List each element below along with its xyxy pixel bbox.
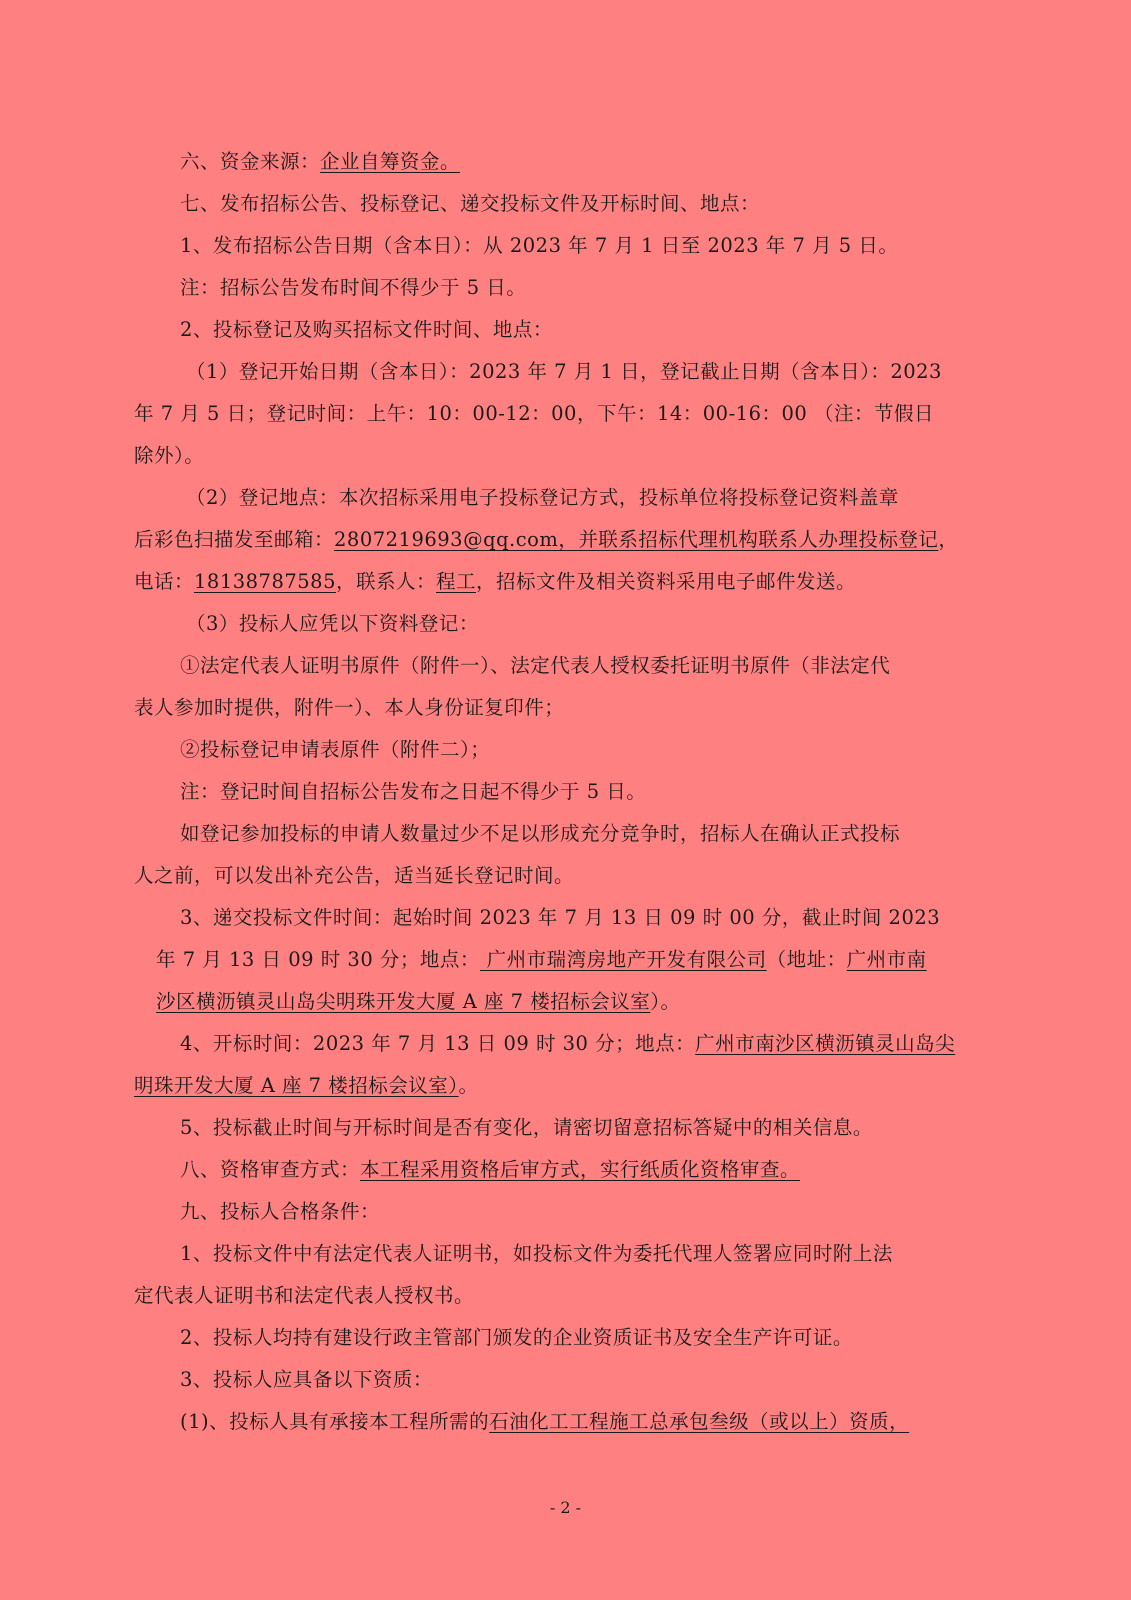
section-6 bbox=[180, 146, 460, 174]
reg1-line3: 除外）。 bbox=[134, 444, 205, 467]
page-number: - 2 - bbox=[549, 1498, 582, 1517]
note-announce: 注：招标公告发布时间不得少于 5 日。 bbox=[180, 276, 527, 299]
reg2-line1: （2）登记地点：本次招标采用电子投标登记方式，投标单位将投标登记资料盖章 bbox=[186, 486, 899, 509]
submission-location-label: 年 7 月 13 日 09 时 30 分；地点： bbox=[156, 948, 480, 971]
contact-label: ，联系人： bbox=[336, 570, 437, 593]
contact-name: 程工 bbox=[436, 570, 477, 593]
q2: 2、投标人均持有建设行政主管部门颁发的企业资质证书及安全生产许可证。 bbox=[180, 1326, 853, 1349]
phone-label: 电话： bbox=[134, 570, 195, 593]
opening-line1 bbox=[180, 1028, 955, 1056]
q3: 3、投标人应具备以下资质： bbox=[180, 1368, 433, 1391]
address-part1: 广州市南 bbox=[846, 948, 927, 971]
section-9-title: 九、投标人合格条件： bbox=[180, 1200, 381, 1223]
qualification-review-method: 本工程采用资格后审方式，实行纸质化资格审查。 bbox=[360, 1158, 801, 1181]
email-link[interactable]: 2807219693@qq.com，并联系招标代理机构联系人办理投标登记 bbox=[334, 528, 939, 551]
q1-line1: 1、投标文件中有法定代表人证明书，如投标文件为委托代理人签署应同时附上法 bbox=[180, 1242, 893, 1265]
item1-line2: 表人参加时提供，附件一）、本人身份证复印件； bbox=[134, 696, 565, 719]
phone-number: 18138787585 bbox=[194, 570, 336, 593]
q1-line2: 定代表人证明书和法定代表人授权书。 bbox=[134, 1284, 475, 1307]
reg2-comma: ， bbox=[938, 528, 959, 551]
q3a-label: (1)、投标人具有承接本工程所需的 bbox=[180, 1410, 490, 1433]
q3a bbox=[180, 1406, 909, 1434]
extend-line2: 人之前，可以发出补充公告，适当延长登记时间。 bbox=[134, 864, 575, 887]
deadline-notice: 5、投标截止时间与开标时间是否有变化，请密切留意招标答疑中的相关信息。 bbox=[180, 1116, 873, 1139]
reg3: （3）投标人应凭以下资料登记： bbox=[186, 612, 479, 635]
submission-line2 bbox=[156, 944, 927, 972]
reg2-tail: ，招标文件及相关资料采用电子邮件发送。 bbox=[476, 570, 857, 593]
address-label: （地址： bbox=[766, 948, 847, 971]
opening-address-part2: 明珠开发大厦 A 座 7 楼招标会议室） bbox=[134, 1074, 459, 1097]
item1-line1: ①法定代表人证明书原件（附件一）、法定代表人授权委托证明书原件（非法定代 bbox=[180, 654, 891, 677]
required-qualification: 石油化工工程施工总承包叁级（或以上）资质， bbox=[489, 1410, 910, 1433]
note-registration: 注：登记时间自招标公告发布之日起不得少于 5 日。 bbox=[180, 780, 647, 803]
reg1-line1: （1）登记开始日期（含本日）：2023 年 7 月 1 日，登记截止日期（含本日）：2023 bbox=[186, 360, 942, 383]
reg2-email-label: 后彩色扫描发至邮箱： bbox=[134, 528, 335, 551]
section-8-label: 八、资格审查方式： bbox=[180, 1158, 361, 1181]
item2: ②投标登记申请表原件（附件二）； bbox=[180, 738, 491, 761]
address-part2: 沙区横沥镇灵山岛尖明珠开发大厦 A 座 7 楼招标会议室 bbox=[156, 990, 651, 1013]
opening-tail: 。 bbox=[458, 1074, 479, 1097]
submission-line3 bbox=[156, 986, 681, 1014]
submission-tail: ）。 bbox=[650, 990, 681, 1013]
reg2-line3 bbox=[134, 566, 856, 594]
announce-period: 1、发布招标公告日期（含本日）：从 2023 年 7 月 1 日至 2023 年 7 月 5 日。 bbox=[180, 234, 899, 257]
company-name: 广州市瑞湾房地产开发有限公司 bbox=[479, 948, 767, 971]
opening-time: 4、开标时间：2023 年 7 月 13 日 09 时 30 分；地点： bbox=[180, 1032, 696, 1055]
section-8 bbox=[180, 1154, 800, 1182]
opening-line2 bbox=[134, 1070, 479, 1098]
section-7-title: 七、发布招标公告、投标登记、递交投标文件及开标时间、地点： bbox=[180, 192, 761, 215]
reg1-line2: 年 7 月 5 日；登记时间：上午：10：00-12：00，下午：14：00-16：00 （注：节假日 bbox=[134, 402, 934, 425]
extend-line1: 如登记参加投标的申请人数量过少不足以形成充分竞争时，招标人在确认正式投标 bbox=[180, 822, 901, 845]
section-6-label: 六、资金来源： bbox=[180, 150, 321, 173]
reg2-line2 bbox=[134, 524, 958, 552]
submission-line1: 3、递交投标文件时间：起始时间 2023 年 7 月 13 日 09 时 00 分，截止时间 2023 bbox=[180, 906, 941, 929]
opening-address-part1: 广州市南沙区横沥镇灵山岛尖 bbox=[695, 1032, 956, 1055]
registration-heading: 2、投标登记及购买招标文件时间、地点： bbox=[180, 318, 553, 341]
funding-source: 企业自筹资金。 bbox=[320, 150, 461, 173]
